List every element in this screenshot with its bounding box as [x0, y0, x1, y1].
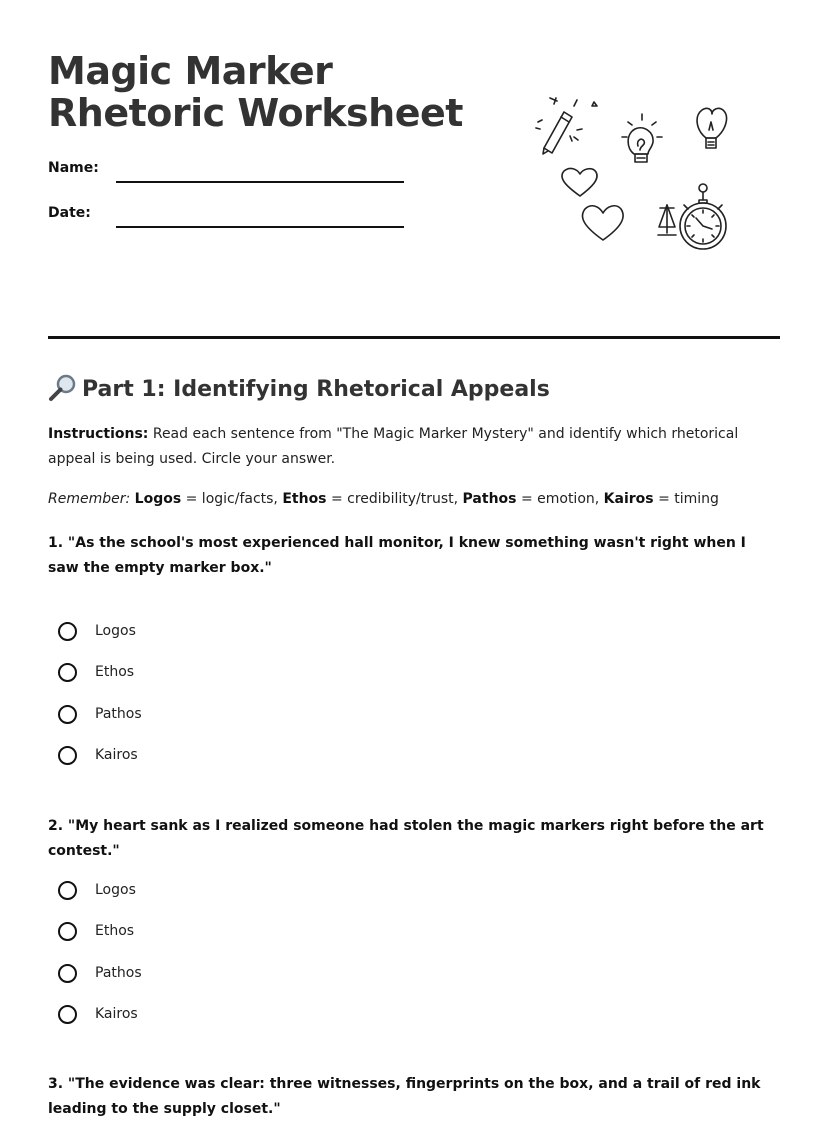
pathos-term: Pathos: [462, 491, 517, 507]
ethos-term: Ethos: [282, 491, 327, 507]
name-line[interactable]: [116, 181, 404, 183]
radio-circle[interactable]: [58, 1005, 77, 1024]
question-3: 3. "The evidence was clear: three witnesses, fingerprints on the box, and a trail of red ink leading to the supply closet.": [48, 1076, 761, 1117]
option-label: Ethos: [95, 664, 135, 681]
option-label: Pathos: [95, 705, 142, 722]
worksheet-title: Magic Marker Rhetoric Worksheet: [48, 49, 463, 135]
radio-circle[interactable]: [58, 746, 77, 765]
option-label: Logos: [95, 882, 136, 898]
kairos-term: Kairos: [603, 491, 654, 507]
option-label: Kairos: [95, 1005, 138, 1022]
heart-icon: [582, 206, 623, 240]
logos-definition: = logic/facts,: [181, 491, 283, 507]
instructions-label: Instructions:: [48, 426, 149, 442]
part1-title: Part 1: Identifying Rhetorical Appeals: [82, 377, 550, 402]
name-field: [48, 160, 408, 184]
ethos-definition: = credibility/trust,: [326, 491, 463, 507]
part1-heading: [48, 374, 550, 406]
radio-circle[interactable]: [58, 881, 77, 900]
option-kairos: [58, 1005, 358, 1046]
radio-circle[interactable]: [58, 663, 77, 682]
radio-circle[interactable]: [58, 705, 77, 724]
option-logos: [58, 622, 358, 663]
magnifying-glass-icon: [48, 374, 76, 402]
option-label: Pathos: [95, 964, 142, 981]
date-field: [48, 205, 408, 229]
radio-circle[interactable]: [58, 964, 77, 983]
option-label: Logos: [95, 623, 136, 639]
question-1-options: [58, 622, 358, 787]
option-logos: [58, 881, 358, 922]
option-ethos: [58, 663, 358, 704]
heart-icon: [562, 168, 597, 196]
question-2: 2. "My heart sank as I realized someone had stolen the magic markers right before the art contest.": [48, 818, 764, 859]
lightbulb-icon: [622, 114, 662, 162]
option-pathos: [58, 964, 358, 1005]
header-divider: [48, 336, 780, 339]
pencil-sparkle-icon: [536, 98, 597, 154]
doodle-illustration: [530, 92, 740, 256]
question-2-options: [58, 881, 358, 1046]
option-label: Ethos: [95, 923, 135, 940]
option-kairos: [58, 746, 358, 787]
instructions-body: Read each sentence from "The Magic Marker Mystery" and identify which rhetorical appeal is being used. Circle your answer.: [48, 426, 739, 467]
radio-circle[interactable]: [58, 622, 77, 641]
remember-key: [48, 487, 778, 512]
remember-label: Remember:: [48, 491, 131, 507]
name-label: Name:: [48, 160, 99, 176]
option-pathos: [58, 705, 358, 746]
logos-term: Logos: [134, 491, 182, 507]
stopwatch-icon: [680, 184, 726, 249]
pathos-definition: = emotion,: [516, 491, 604, 507]
date-label: Date:: [48, 205, 91, 221]
instructions-text: [48, 422, 778, 472]
option-ethos: [58, 922, 358, 963]
lightbulb-heart-icon: [697, 108, 726, 148]
radio-circle[interactable]: [58, 922, 77, 941]
scale-icon: [658, 205, 676, 235]
question-1: 1. "As the school's most experienced hall monitor, I knew something wasn't right when I saw the empty marker box.": [48, 535, 746, 576]
option-label: Kairos: [95, 746, 138, 763]
date-line[interactable]: [116, 226, 404, 228]
kairos-definition: = timing: [653, 491, 719, 507]
